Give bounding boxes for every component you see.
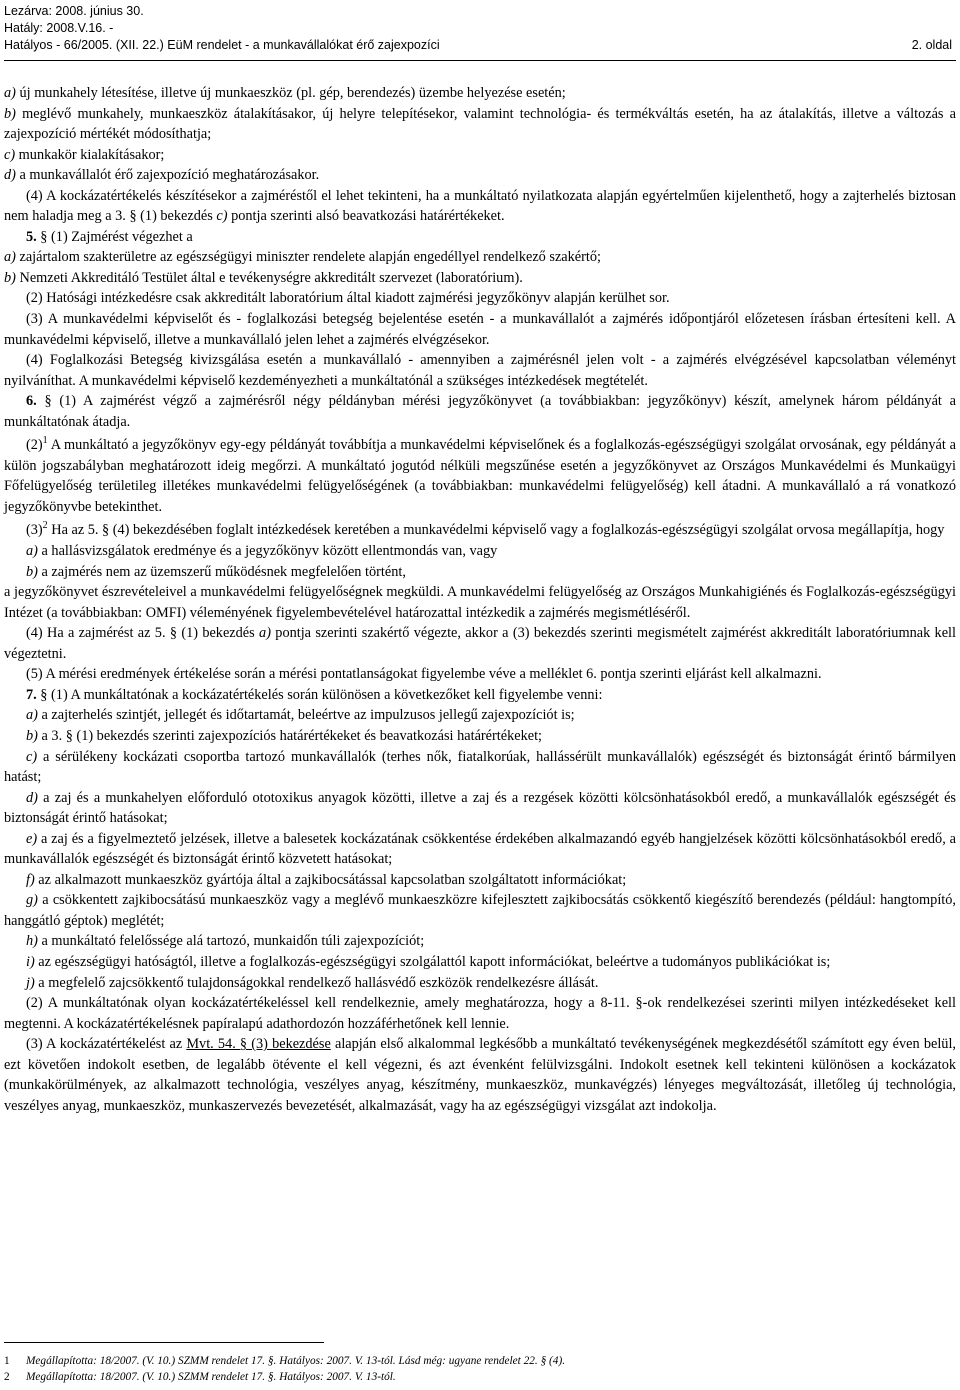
paragraph: a) a hallásvizsgálatok eredménye és a jegyzőkönyv között ellentmondás van, vagy	[26, 543, 498, 560]
page-number: 2. oldal	[911, 38, 952, 52]
header-effective-date: Hatály: 2008.V.16. -	[4, 21, 114, 35]
paragraph: (3) A kockázatértékelést az Mvt. 54. § (3) bekezdése alapján első alkalommal legkésőbb a munkáltató tevékenységének megkezdésétől számított egy éven belül, ezt követően indokolt esetben, de legalább ötévente el kell végezni, és azt évenként felülvizsgálni. Indokolt esetnek kell tekinteni különösen a kockázatok (munkakörülmények, az alkalmazott technológia, veszélyes anyag, készítmény, munkaeszköz, munkavégzés) lényeges megváltozását, illetőleg új technológia, veszélyes anyag, munkaeszköz, munkaszervezés bevezetését, alkalmazását, vagy ha az egészségügyi vizsgálat azt indokolja.	[4, 1036, 956, 1114]
paragraph: b) a 3. § (1) bekezdés szerinti zajexpozíciós határértékeket és beavatkozási határértékeket;	[26, 727, 543, 744]
paragraph: (4) Foglalkozási Betegség kivizsgálása esetén a munkavállaló - amennyiben a zajmérésnél jelen volt - a zajmérés elvégzésével kapcsolatban véleményt nyilváníthat. A munkavédelmi képviselő kezdeményezheti a munkáltatónál a szükséges intézkedések megtételét.	[4, 352, 956, 389]
paragraph: 6. § (1) A zajmérést végző a zajmérésről négy példányban mérési jegyzőkönyvet (a továbbiakban: jegyzőkönyv) készít, amelynek három példányát a munkáltatónak átadja.	[4, 393, 956, 430]
paragraph: b) Nemzeti Akkreditáló Testület által e tevékenységre akkreditált szervezet (laboratórium).	[4, 269, 523, 286]
footnote	[4, 1369, 956, 1385]
header-divider	[4, 60, 956, 61]
footnote-number: 1	[4, 1355, 10, 1367]
document-header	[4, 3, 956, 63]
paragraph: (2) Hatósági intézkedésre csak akkreditált laboratórium által kiadott zajmérési jegyzőkönyv alapján kerülhet sor.	[26, 290, 670, 307]
paragraph: h) a munkáltató felelőssége alá tartozó, munkaidőn túli zajexpozíciót;	[26, 933, 425, 950]
paragraph: f) az alkalmazott munkaeszköz gyártója által a zajkibocsátással kapcsolatban szolgáltatott információkat;	[26, 871, 627, 888]
footnote-divider	[4, 1342, 324, 1343]
paragraph: 5. § (1) Zajmérést végezhet a	[26, 228, 193, 245]
paragraph: a jegyzőkönyvet észrevételeivel a munkavédelmi felügyelőségnek megküldi. A munkavédelmi felügyelőség az Országos Munkahigiénés és Foglalkozás-egészségügyi Intézet (a továbbiakban: OMFI) véleményének figyelembevételével határozattal intézkedik a zajmérés megismétléséről.	[4, 584, 956, 621]
header-document-title: Hatályos - 66/2005. (XII. 22.) EüM rendelet - a munkavállalókat érő zajexpozíci	[4, 38, 440, 52]
paragraph: (2) A munkáltatónak olyan kockázatértékeléssel kell rendelkeznie, amely meghatározza, hogy a 8-11. §-ok rendelkezései szerinti milyen intézkedéseket kell megtenni. A kockázatértékelésnek papíralapú adathordozón hozzáférhetőnek kell lennie.	[4, 995, 956, 1032]
document-body	[4, 83, 956, 1116]
paragraph: b) a zajmérés nem az üzemszerű működésnek megfelelően történt,	[26, 563, 406, 580]
paragraph: g) a csökkentett zajkibocsátású munkaeszköz vagy a meglévő munkaeszközre kifejlesztett zajkibocsátás csökkentő kiegészítő berendezés (például: hangtompító, hanggátló géptok) meglétét;	[4, 892, 956, 929]
paragraph: 7. § (1) A munkáltatónak a kockázatértékelés során különösen a következőket kell figyelembe venni:	[26, 686, 603, 703]
paragraph: a) a zajterhelés szintjét, jellegét és időtartamát, beleértve az impulzusos jellegű zajexpozíciót is;	[26, 707, 575, 724]
paragraph: b) meglévő munkahely, munkaeszköz átalakításakor, új helyre telepítésekor, valamint technológia- és termékváltás esetén, ha az átalakítás, illetve a változás a zajexpozíció mértékét módosíthatja;	[4, 105, 956, 143]
footnotes	[4, 1353, 956, 1385]
paragraph: (4) A kockázatértékelés készítésekor a zajméréstől el lehet tekinteni, ha a munkáltató nyilatkozata alapján egyértelműen kijelenthető, hogy a zajterhelés biztosan nem haladja meg a 3. § (1) bekezdés c) pontja szerinti alsó beavatkozási határértékeket.	[4, 187, 956, 225]
header-closing-date: Lezárva: 2008. június 30.	[4, 4, 144, 18]
paragraph: c) munkakör kialakításakor;	[4, 146, 165, 163]
paragraph: a) új munkahely létesítése, illetve új munkaeszköz (pl. gép, berendezés) üzembe helyezése esetén;	[4, 85, 566, 101]
footnote-number: 2	[4, 1371, 10, 1383]
paragraph: d) a zaj és a munkahelyen előforduló ototoxikus anyagok közötti, illetve a zaj és a rezgések közötti kölcsönhatásokból eredő, a munkavállalók egészségét és biztonságát érintő hatásokat;	[4, 789, 956, 827]
paragraph: a) zajártalom szakterületre az egészségügyi miniszter rendelete alapján engedéllyel rendelkező szakértő;	[4, 249, 602, 266]
law-reference-link[interactable]: Mvt. 54. § (3) bekezdése	[186, 1036, 331, 1053]
paragraph: c) a sérülékeny kockázati csoportba tartozó munkavállalók (terhes nők, fiatalkorúak, hallássérült munkavállalók) egészségét és biztonságát érintő bármilyen hatást;	[4, 748, 956, 786]
footnote-text: Megállapította: 18/2007. (V. 10.) SZMM rendelet 17. §. Hatályos: 2007. V. 13-tól.	[26, 1371, 396, 1383]
paragraph: (4) Ha a zajmérést az 5. § (1) bekezdés a) pontja szerinti szakértő végezte, akkor a (3) bekezdés szerinti megismételt zajmérést akkreditált laboratóriumnak kell végeztetni.	[4, 625, 956, 662]
paragraph: d) a munkavállalót érő zajexpozíció meghatározásakor.	[4, 167, 320, 184]
paragraph: j) a megfelelő zajcsökkentő tulajdonságokkal rendelkező hallásvédő eszközök rendelkezésre állását.	[26, 974, 599, 991]
paragraph: (3) A munkavédelmi képviselőt és - foglalkozási betegség bejelentése esetén - a munkavállalót a zajmérés időpontjáról előzetesen írásban értesíteni kell. A munkavédelmi képviselő, illetve a munkavállaló jelen lehet a zajmérés elvégzésekor.	[4, 311, 956, 348]
paragraph: i) az egészségügyi hatóságtól, illetve a foglalkozás-egészségügyi szolgálattól kapott információkat, beleértve a tudományos publikációkat is;	[26, 953, 831, 970]
paragraph: e) a zaj és a figyelmeztető jelzések, illetve a balesetek kockázatának csökkentése érdekében alkalmazandó egyéb hangjelzések közötti kölcsönhatásokból eredő, a munkavállalók egészségét és biztonságát érintő közvetett hatásokat;	[4, 830, 956, 868]
footnote	[4, 1353, 956, 1369]
footnote-text: Megállapította: 18/2007. (V. 10.) SZMM rendelet 17. §. Hatályos: 2007. V. 13-tól. Lásd még: ugyane rendelet 22. § (4).	[26, 1355, 566, 1367]
paragraph: $(2)^1$ A munkáltató a jegyzőkönyv egy-egy példányát továbbítja a munkavédelmi képviselőnek és a foglalkozás-egészségügyi szolgálat orvosának, egy példányát a külön jogszabályban meghatározott ideig megőrzi. A munkáltató jogutód nélküli megszűnése esetén a jegyzőkönyvet az Országos Munkavédelmi és Munkaügyi Főfelügyelőség területileg illetékes munkavédelmi felügyelőségének (a továbbiakban: munkavédelmi felügyelőség) kell átadni. A munkavállaló a rá vonatkozó jegyzőkönyvbe betekinthet.	[4, 435, 956, 515]
paragraph: (5) A mérési eredmények értékelése során a mérési pontatlanságokat figyelembe véve a melléklet 6. pontja szerinti eljárást kell alkalmazni.	[26, 666, 822, 683]
paragraph: $(3)^2$ Ha az 5. § (4) bekezdésében foglalt intézkedések keretében a munkavédelmi képviselő vagy a foglalkozás-egészségügyi szolgálat orvosa megállapítja, hogy	[26, 520, 945, 539]
